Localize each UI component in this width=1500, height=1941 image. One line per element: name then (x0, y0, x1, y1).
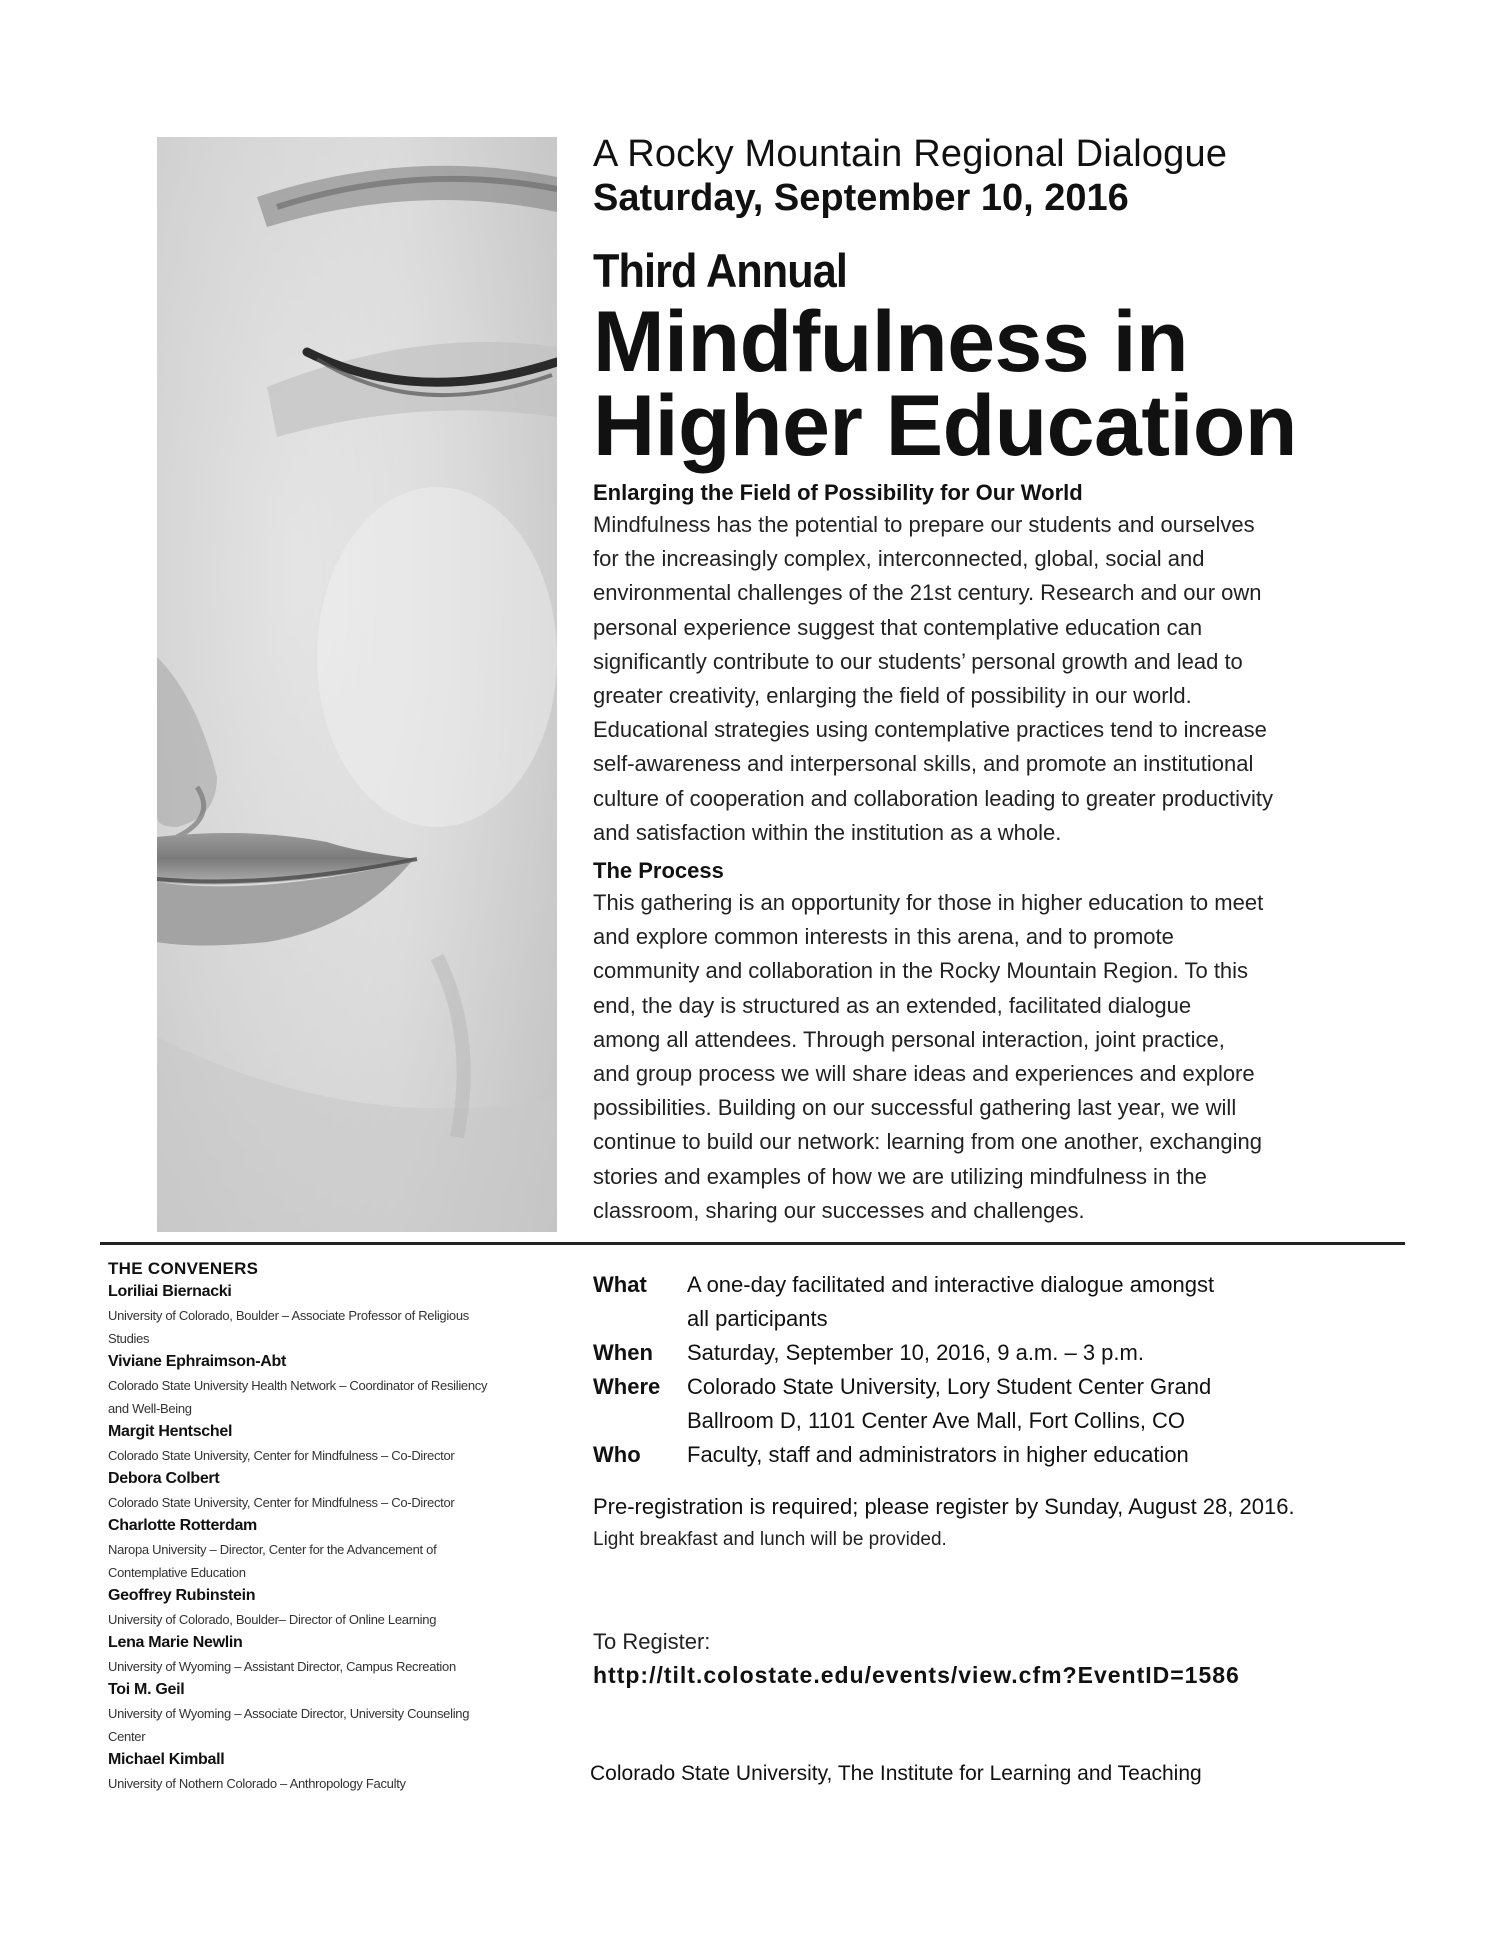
text-line: and explore common interests in this arena, and to promote (593, 924, 1174, 950)
text-line: significantly contribute to our students’ personal growth and lead to (593, 648, 1243, 674)
convener-affiliation (108, 1444, 558, 1467)
affiliation-line: University of Colorado, Boulder – Associate Professor of Religious (108, 1308, 469, 1323)
convener-affiliation (108, 1538, 558, 1584)
affiliation-line: Colorado State University, Center for Mindfulness – Co-Director (108, 1495, 455, 1510)
detail-row-where (593, 1370, 1413, 1438)
text-line: among all attendees. Through personal interaction, joint practice, (593, 1026, 1225, 1052)
description (593, 478, 1373, 1228)
text-line: and group process we will share ideas and experiences and explore (593, 1061, 1255, 1087)
convener-affiliation (108, 1608, 558, 1631)
text-line: and satisfaction within the institution as a whole. (593, 819, 1062, 845)
detail-value (687, 1370, 1413, 1438)
affiliation-line: Studies (108, 1331, 150, 1346)
convener-name: Charlotte Rotterdam (108, 1517, 257, 1534)
affiliation-line: Colorado State University Health Network – Coordinator of Resiliency (108, 1378, 488, 1393)
detail-value (687, 1438, 1413, 1472)
affiliation-line: Contemplative Education (108, 1565, 246, 1580)
text-line: culture of cooperation and collaboration leading to greater productivity (593, 785, 1273, 811)
affiliation-line: University of Colorado, Boulder– Director of Online Learning (108, 1612, 437, 1627)
text-line: stories and examples of how we are utilizing mindfulness in the (593, 1163, 1207, 1189)
text-line: possibilities. Building on our successful gathering last year, we will (593, 1095, 1237, 1121)
section-body-process (593, 886, 1373, 1228)
conveners-list (108, 1258, 568, 1795)
detail-line: Ballroom D, 1101 Center Ave Mall, Fort Collins, CO (687, 1408, 1186, 1433)
preregistration-note: Pre-registration is required; please register by Sunday, August 28, 2016. (593, 1494, 1295, 1519)
text-line: greater creativity, enlarging the field of possibility in our world. (593, 683, 1192, 709)
detail-line: A one-day facilitated and interactive dialogue amongst (687, 1272, 1215, 1297)
detail-label: What (593, 1272, 647, 1297)
section-body-possibility (593, 508, 1373, 850)
event-date: Saturday, September 10, 2016 (593, 177, 1129, 219)
detail-line: all participants (687, 1306, 828, 1331)
convener-affiliation (108, 1655, 558, 1678)
convener-name: Margit Hentschel (108, 1423, 233, 1440)
title-line-2: Higher Education (593, 378, 1297, 474)
detail-label: Who (593, 1442, 641, 1467)
affiliation-line: University of Wyoming – Assistant Director, Campus Recreation (108, 1659, 456, 1674)
affiliation-line: University of Wyoming – Associate Director, University Counseling (108, 1706, 470, 1721)
detail-row-when (593, 1336, 1413, 1370)
event-title (593, 294, 1453, 474)
detail-label: When (593, 1340, 653, 1365)
affiliation-line: University of Nothern Colorado – Anthropology Faculty (108, 1776, 406, 1791)
affiliation-line: Center (108, 1729, 146, 1744)
text-line: personal experience suggest that contemplative education can (593, 614, 1203, 640)
text-line: community and collaboration in the Rocky Mountain Region. To this (593, 958, 1249, 984)
text-line: self-awareness and interpersonal skills, and promote an institutional (593, 751, 1254, 777)
meals-note: Light breakfast and lunch will be provided. (593, 1529, 947, 1550)
detail-line: Saturday, September 10, 2016, 9 a.m. – 3 p.m. (687, 1340, 1144, 1365)
text-line: end, the day is structured as an extended, facilitated dialogue (593, 992, 1192, 1018)
text-line: for the increasingly complex, interconnected, global, social and (593, 546, 1205, 572)
register-label: To Register: (593, 1629, 711, 1654)
event-details (593, 1268, 1413, 1692)
footer-institution: Colorado State University, The Institute for Learning and Teaching (590, 1762, 1202, 1785)
detail-row-who (593, 1438, 1413, 1472)
annual-label: Third Annual (593, 244, 847, 297)
convener-name: Debora Colbert (108, 1470, 220, 1487)
event-subtitle: A Rocky Mountain Regional Dialogue (593, 133, 1228, 175)
convener-name: Lena Marie Newlin (108, 1634, 243, 1651)
register-link[interactable]: http://tilt.colostate.edu/events/view.cfm?EventID=1586 (593, 1662, 1240, 1688)
detail-row-what (593, 1268, 1413, 1336)
header (593, 132, 1453, 474)
convener-name: Geoffrey Rubinstein (108, 1587, 256, 1604)
section-heading-possibility: Enlarging the Field of Possibility for Our World (593, 480, 1083, 505)
section-heading-process: The Process (593, 858, 724, 884)
convener-name: Michael Kimball (108, 1751, 225, 1768)
text-line: classroom, sharing our successes and challenges. (593, 1197, 1085, 1223)
convener-name: Loriliai Biernacki (108, 1283, 232, 1300)
divider (100, 1242, 1405, 1245)
text-line: Educational strategies using contemplative practices tend to increase (593, 717, 1267, 743)
convener-affiliation (108, 1772, 558, 1795)
closed-eye-face-photo (157, 137, 557, 1232)
convener-affiliation (108, 1702, 558, 1748)
text-line: environmental challenges of the 21st century. Research and our own (593, 580, 1262, 606)
convener-name: Viviane Ephraimson-Abt (108, 1353, 287, 1370)
text-line: This gathering is an opportunity for those in higher education to meet (593, 890, 1264, 916)
convener-affiliation (108, 1374, 558, 1420)
convener-affiliation (108, 1491, 558, 1514)
affiliation-line: Naropa University – Director, Center for the Advancement of (108, 1542, 437, 1557)
affiliation-line: and Well-Being (108, 1401, 192, 1416)
title-line-1: Mindfulness in (593, 294, 1188, 390)
detail-label: Where (593, 1374, 661, 1399)
convener-name: Toi M. Geil (108, 1681, 185, 1698)
convener-affiliation (108, 1304, 558, 1350)
text-line: continue to build our network: learning from one another, exchanging (593, 1129, 1262, 1155)
text-line: Mindfulness has the potential to prepare our students and ourselves (593, 512, 1255, 537)
detail-value (687, 1336, 1413, 1370)
face-illustration (157, 137, 557, 1232)
detail-line: Faculty, staff and administrators in higher education (687, 1442, 1189, 1467)
detail-value (687, 1268, 1413, 1336)
affiliation-line: Colorado State University, Center for Mindfulness – Co-Director (108, 1448, 455, 1463)
detail-line: Colorado State University, Lory Student Center Grand (687, 1374, 1212, 1399)
conveners-heading: THE CONVENERS (108, 1259, 259, 1278)
